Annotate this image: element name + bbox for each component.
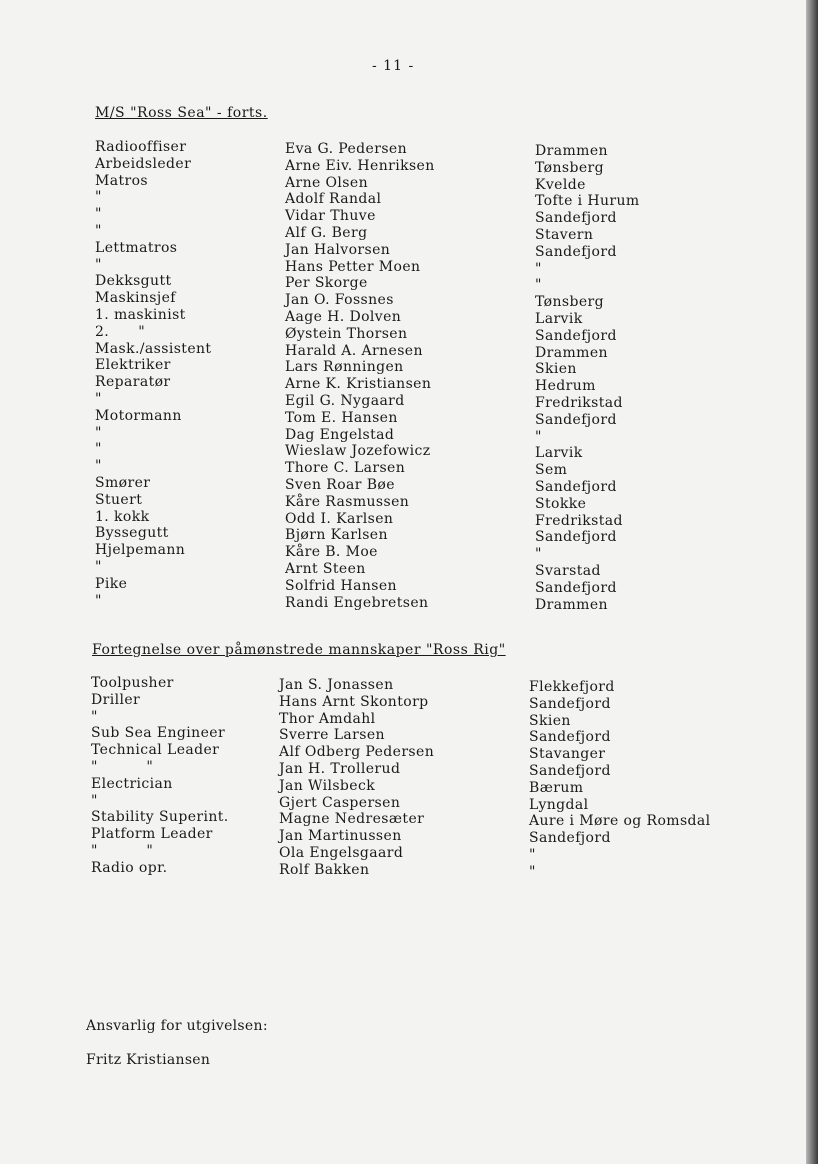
role-cell: " [95, 189, 102, 206]
name-cell: Tom E. Hansen [285, 409, 398, 426]
name-cell: Wieslaw Jozefowicz [285, 443, 431, 460]
name-cell: Alf G. Berg [285, 224, 368, 241]
name-cell: Thore C. Larsen [285, 460, 406, 477]
role-cell: " [95, 424, 102, 441]
role-cell: " [95, 390, 102, 407]
page-number: - 11 - [372, 58, 415, 74]
name-cell: Jan H. Trollerud [279, 760, 401, 777]
role-cell: Matros [95, 172, 149, 189]
name-cell: Aage H. Dolven [285, 308, 402, 325]
place-cell: Stokke [535, 495, 587, 512]
name-cell: Lars Rønningen [285, 359, 404, 376]
place-cell: " [529, 863, 536, 880]
name-cell: Randi Engebretsen [285, 594, 429, 611]
place-cell: " [535, 277, 542, 294]
place-cell: Sem [535, 462, 568, 479]
role-cell: Hjelpemann [95, 542, 186, 559]
name-cell: Sverre Larsen [279, 727, 385, 744]
place-cell: Stavanger [529, 746, 606, 763]
responsible-name: Fritz Kristiansen [86, 1052, 211, 1068]
place-cell: Kvelde [535, 176, 586, 193]
role-cell: Mask./assistent [95, 340, 212, 357]
role-cell: " [95, 441, 102, 458]
places-column-ross-rig [529, 679, 711, 881]
names-column-ross-rig [279, 677, 434, 879]
role-cell: Arbeidsleder [95, 155, 192, 172]
place-cell: " [529, 846, 536, 863]
name-cell: Hans Petter Moen [285, 258, 421, 275]
name-cell: Magne Nedresæter [279, 811, 425, 828]
names-column-ross-sea [285, 141, 435, 611]
place-cell: Drammen [535, 596, 608, 613]
role-cell: " [95, 458, 102, 475]
place-cell: Svarstad [535, 562, 601, 579]
name-cell: Arne K. Kristiansen [285, 376, 432, 393]
page-edge-shadow [806, 0, 818, 1164]
name-cell: Vidar Thuve [285, 208, 376, 225]
name-cell: Dag Engelstad [285, 426, 395, 443]
name-cell: Per Skorge [285, 275, 368, 292]
name-cell: Odd I. Karlsen [285, 510, 394, 527]
role-cell: " [95, 558, 102, 575]
name-cell: Thor Amdahl [279, 710, 376, 727]
section-title-ross-rig: Fortegnelse over påmønstrede mannskaper "Ross Rig" [92, 642, 506, 658]
place-cell: Fredrikstad [535, 394, 623, 411]
place-cell: Skien [529, 712, 571, 729]
role-cell: " [95, 222, 102, 239]
place-cell: " [535, 546, 542, 563]
role-cell: Stuert [95, 491, 143, 508]
name-cell: Eva G. Pedersen [285, 141, 408, 157]
place-cell: Sandefjord [535, 478, 617, 495]
name-cell: Arne Olsen [285, 174, 368, 191]
place-cell: Sandefjord [529, 729, 611, 746]
name-cell: Jan Wilsbeck [279, 777, 376, 794]
place-cell: Drammen [535, 344, 608, 361]
place-cell: Tofte i Hurum [535, 193, 640, 210]
place-cell: Fredrikstad [535, 512, 623, 529]
role-cell: Toolpusher [91, 675, 174, 691]
place-cell: Stavern [535, 226, 594, 243]
place-cell: Sandefjord [535, 579, 617, 596]
responsible-label: Ansvarlig for utgivelsen: [86, 1018, 268, 1034]
place-cell: Drammen [535, 143, 608, 159]
roles-column-ross-sea [95, 139, 211, 609]
role-cell: " [95, 206, 102, 223]
name-cell: Bjørn Karlsen [285, 527, 388, 544]
role-cell: Byssegutt [95, 525, 169, 542]
place-cell: Sandefjord [535, 243, 617, 260]
place-cell: " [535, 428, 542, 445]
name-cell: Jan Halvorsen [285, 241, 391, 258]
role-cell: Pike [95, 575, 128, 592]
name-cell: Øystein Thorsen [285, 325, 408, 342]
places-column-ross-sea [535, 143, 640, 613]
role-cell: Technical Leader [91, 742, 220, 759]
place-cell: Tønsberg [535, 294, 604, 311]
name-cell: Kåre B. Moe [285, 544, 378, 561]
section-title-ross-sea: M/S "Ross Sea" - forts. [95, 105, 268, 121]
place-cell: Larvik [535, 310, 583, 327]
roles-column-ross-rig [91, 675, 229, 877]
role-cell: Motormann [95, 407, 182, 424]
place-cell: Larvik [535, 445, 583, 462]
role-cell: " [95, 592, 102, 609]
place-cell: Sandefjord [529, 830, 611, 847]
name-cell: Ola Engelsgaard [279, 844, 404, 861]
role-cell: Stability Superint. [91, 809, 229, 826]
role-cell: Sub Sea Engineer [91, 725, 226, 742]
place-cell: Aure i Møre og Romsdal [529, 813, 711, 830]
place-cell: Bærum [529, 779, 584, 796]
role-cell: Dekksgutt [95, 273, 172, 290]
place-cell: Sandefjord [529, 695, 611, 712]
role-cell: 1. maskinist [95, 306, 186, 323]
name-cell: Jan O. Fossnes [285, 292, 394, 309]
role-cell: " [95, 256, 102, 273]
name-cell: Egil G. Nygaard [285, 392, 405, 409]
role-cell: Radio opr. [91, 859, 168, 876]
name-cell: Arne Eiv. Henriksen [285, 157, 435, 174]
role-cell: Maskinsjef [95, 290, 176, 307]
name-cell: Hans Arnt Skontorp [279, 693, 429, 710]
place-cell: Sandefjord [529, 762, 611, 779]
role-cell: Driller [91, 691, 141, 708]
role-cell: Platform Leader [91, 826, 213, 843]
name-cell: Solfrid Hansen [285, 577, 397, 594]
role-cell: Elektriker [95, 357, 171, 374]
place-cell: Sandefjord [535, 210, 617, 227]
role-cell: 2. " [95, 323, 146, 340]
name-cell: Kåre Rasmussen [285, 493, 410, 510]
place-cell: " [535, 260, 542, 277]
name-cell: Alf Odberg Pedersen [279, 744, 435, 761]
role-cell: Lettmatros [95, 239, 178, 256]
name-cell: Sven Roar Bøe [285, 476, 395, 493]
role-cell: Reparatør [95, 374, 171, 391]
name-cell: Arnt Steen [285, 560, 366, 577]
role-cell: Smører [95, 474, 151, 491]
place-cell: Hedrum [535, 378, 596, 395]
role-cell: " " [91, 842, 154, 859]
place-cell: Sandefjord [535, 327, 617, 344]
name-cell: Adolf Randal [285, 191, 382, 208]
name-cell: Rolf Bakken [279, 861, 370, 878]
name-cell: Harald A. Arnesen [285, 342, 423, 359]
name-cell: Jan Martinussen [279, 828, 402, 845]
place-cell: Lyngdal [529, 796, 589, 813]
role-cell: " " [91, 758, 154, 775]
role-cell: Electrician [91, 775, 173, 792]
name-cell: Jan S. Jonassen [279, 677, 394, 693]
place-cell: Skien [535, 361, 577, 378]
role-cell: " [91, 792, 98, 809]
place-cell: Sandefjord [535, 411, 617, 428]
role-cell: Radiooffiser [95, 139, 187, 155]
name-cell: Gjert Caspersen [279, 794, 401, 811]
role-cell: " [91, 708, 98, 725]
place-cell: Sandefjord [535, 529, 617, 546]
place-cell: Tønsberg [535, 159, 604, 176]
role-cell: 1. kokk [95, 508, 150, 525]
place-cell: Flekkefjord [529, 679, 615, 695]
